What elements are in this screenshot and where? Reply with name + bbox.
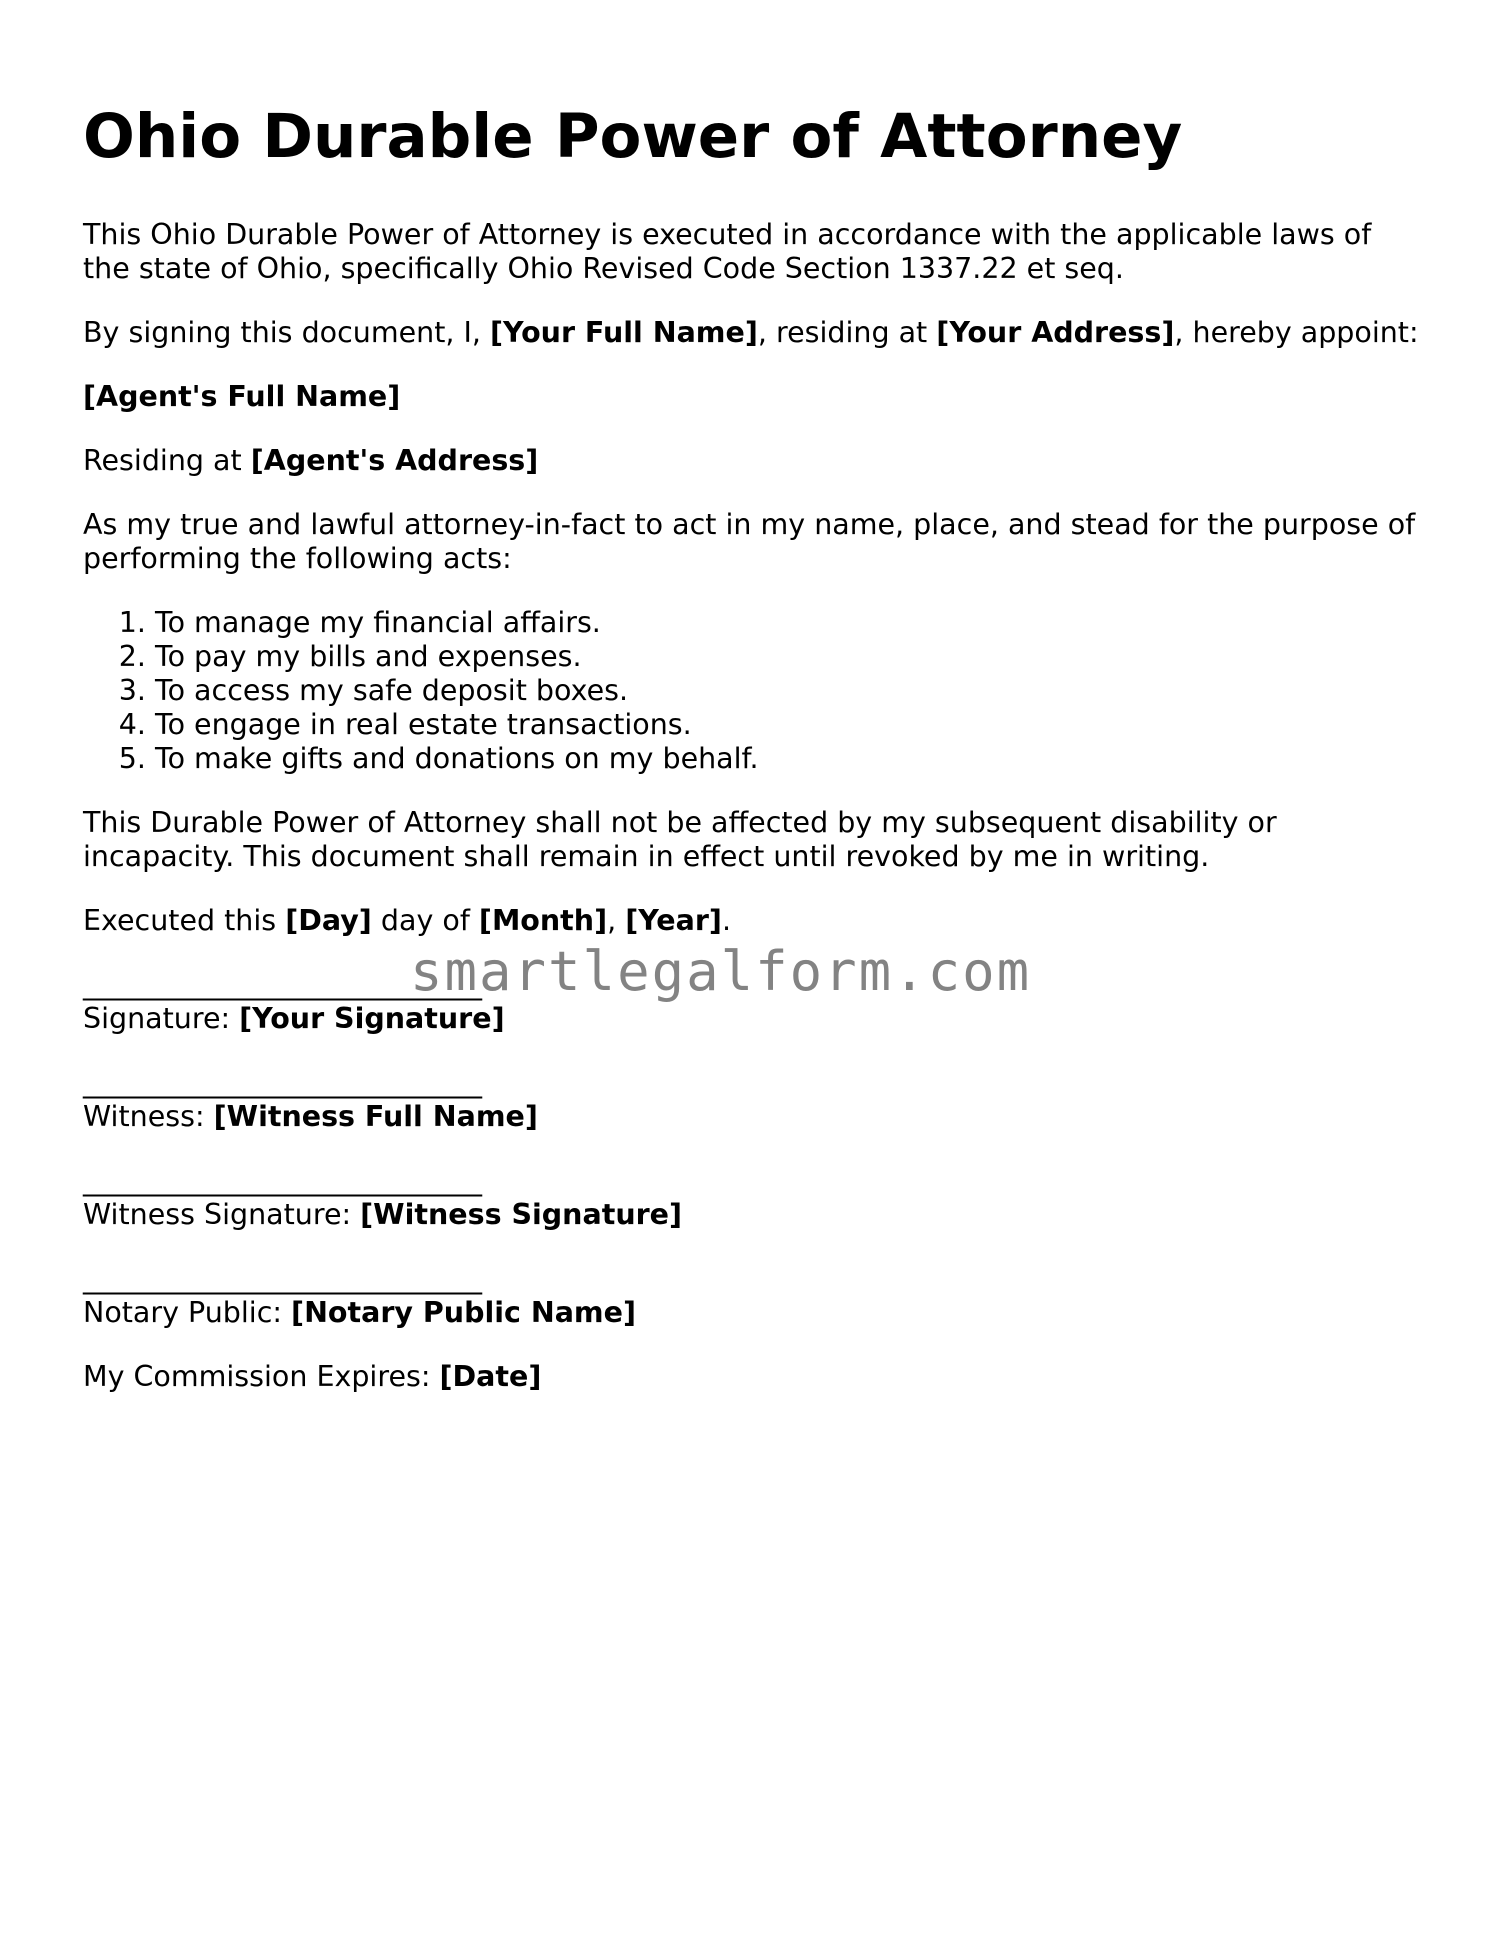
your-name-field: [Your Full Name] [490,316,758,349]
execution-text: , [607,904,626,937]
witness-name-field: [Witness Full Name] [213,1100,538,1133]
durability-paragraph: This Durable Power of Attorney shall not be affected by my subsequent disability or incapacity. This document shall remain in effect until revoked by me in writing. [83,806,1277,873]
agent-name-field: [Agent's Full Name] [83,380,401,413]
signature-block [83,968,1423,1036]
execution-text: day of [371,904,479,937]
signature-line: ____________________________ [83,1066,482,1099]
appointment-paragraph [83,316,1423,350]
document-page [83,100,1423,1424]
witness-signature-block [83,1164,1423,1232]
signature-line: ____________________________ [83,1164,482,1197]
appointment-text: By signing this document, I, [83,316,491,349]
day-field: [Day] [285,904,372,937]
intro-paragraph: This Ohio Durable Power of Attorney is executed in accordance with the applicable laws of the state of Ohio, specifically Ohio Revised Code Section 1337.22 et seq. [83,218,1372,285]
month-field: [Month] [478,904,608,937]
document-title: Ohio Durable Power of Attorney [83,101,1183,172]
your-signature-field: [Your Signature] [239,1002,505,1035]
signature-line: ____________________________ [83,1262,482,1295]
commission-date-field: [Date] [439,1360,542,1393]
commission-paragraph [83,1360,1423,1394]
list-item: 1. To manage my financial affairs. [155,606,1423,640]
purpose-paragraph: As my true and lawful attorney-in-fact to act in my name, place, and stead for the purpose of performing the following acts: [83,508,1416,575]
agent-name-paragraph [83,380,1423,414]
commission-label: My Commission Expires: [83,1360,440,1393]
acts-list [83,606,1423,776]
witness-signature-field: [Witness Signature] [360,1198,683,1231]
witness-label: Witness: [83,1100,214,1133]
year-field: [Year] [625,904,722,937]
list-item: 5. To make gifts and donations on my behalf. [155,742,1423,776]
your-address-field: [Your Address] [936,316,1175,349]
appointment-text: , residing at [757,316,937,349]
notary-block [83,1262,1423,1330]
witness-signature-label: Witness Signature: [83,1198,361,1231]
list-item: 2. To pay my bills and expenses. [155,640,1423,674]
notary-name-field: [Notary Public Name] [291,1296,636,1329]
execution-paragraph [83,904,1423,938]
witness-block [83,1066,1423,1134]
agent-address-paragraph [83,444,1423,478]
appointment-text: , hereby appoint: [1174,316,1419,349]
agent-address-label: Residing at [83,444,251,477]
signature-line: ____________________________ [83,968,482,1001]
notary-label: Notary Public: [83,1296,292,1329]
signature-label: Signature: [83,1002,240,1035]
agent-address-field: [Agent's Address] [250,444,539,477]
execution-text: Executed this [83,904,286,937]
list-item: 4. To engage in real estate transactions. [155,708,1423,742]
execution-text: . [721,904,732,937]
list-item: 3. To access my safe deposit boxes. [155,674,1423,708]
watermark: smartlegalform.com [410,940,1032,1003]
